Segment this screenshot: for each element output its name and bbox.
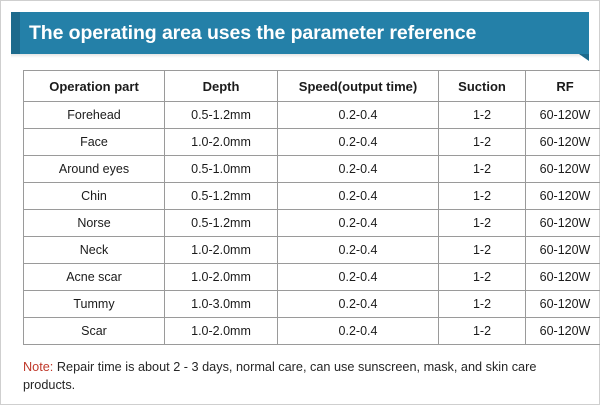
cell-speed: 0.2-0.4 (278, 183, 439, 210)
table-row (24, 129, 600, 156)
cell-rf: 60-120W (526, 237, 600, 264)
cell-operation-part: Forehead (24, 102, 165, 129)
table-row (24, 291, 600, 318)
page-title: The operating area uses the parameter reference (29, 21, 477, 44)
cell-rf: 60-120W (526, 129, 600, 156)
cell-operation-part: Around eyes (24, 156, 165, 183)
table-row (24, 156, 600, 183)
table-row (24, 264, 600, 291)
column-header-depth: Depth (165, 71, 278, 102)
cell-depth: 1.0-2.0mm (165, 264, 278, 291)
cell-depth: 1.0-2.0mm (165, 237, 278, 264)
cell-suction: 1-2 (439, 102, 526, 129)
cell-speed: 0.2-0.4 (278, 156, 439, 183)
cell-suction: 1-2 (439, 264, 526, 291)
cell-speed: 0.2-0.4 (278, 210, 439, 237)
column-header-speed: Speed(output time) (278, 71, 439, 102)
cell-suction: 1-2 (439, 183, 526, 210)
column-header-suction: Suction (439, 71, 526, 102)
table-row (24, 210, 600, 237)
cell-operation-part: Scar (24, 318, 165, 345)
cell-suction: 1-2 (439, 318, 526, 345)
cell-depth: 1.0-2.0mm (165, 318, 278, 345)
table-row (24, 237, 600, 264)
cell-depth: 0.5-1.0mm (165, 156, 278, 183)
cell-rf: 60-120W (526, 156, 600, 183)
header-banner (11, 12, 589, 54)
cell-rf: 60-120W (526, 291, 600, 318)
cell-speed: 0.2-0.4 (278, 237, 439, 264)
column-header-operation-part: Operation part (24, 71, 165, 102)
cell-operation-part: Face (24, 129, 165, 156)
cell-speed: 0.2-0.4 (278, 291, 439, 318)
parameter-table (23, 70, 600, 345)
cell-depth: 0.5-1.2mm (165, 183, 278, 210)
cell-suction: 1-2 (439, 156, 526, 183)
cell-rf: 60-120W (526, 183, 600, 210)
parameter-table-container (23, 70, 591, 345)
cell-suction: 1-2 (439, 237, 526, 264)
cell-depth: 0.5-1.2mm (165, 102, 278, 129)
cell-rf: 60-120W (526, 102, 600, 129)
cell-speed: 0.2-0.4 (278, 129, 439, 156)
cell-speed: 0.2-0.4 (278, 318, 439, 345)
table-body (24, 102, 600, 345)
column-header-rf: RF (526, 71, 600, 102)
cell-suction: 1-2 (439, 291, 526, 318)
cell-depth: 0.5-1.2mm (165, 210, 278, 237)
table-header (24, 71, 600, 102)
cell-depth: 1.0-3.0mm (165, 291, 278, 318)
table-row (24, 102, 600, 129)
table-row (24, 318, 600, 345)
cell-suction: 1-2 (439, 129, 526, 156)
cell-operation-part: Norse (24, 210, 165, 237)
banner-shadow (11, 54, 581, 58)
note-label: Note: (23, 360, 54, 374)
cell-speed: 0.2-0.4 (278, 264, 439, 291)
cell-depth: 1.0-2.0mm (165, 129, 278, 156)
cell-operation-part: Acne scar (24, 264, 165, 291)
cell-operation-part: Neck (24, 237, 165, 264)
note-text: Repair time is about 2 - 3 days, normal care, can use sunscreen, mask, and skin care products. (23, 360, 537, 392)
cell-operation-part: Chin (24, 183, 165, 210)
note-section (23, 358, 579, 394)
cell-operation-part: Tummy (24, 291, 165, 318)
cell-speed: 0.2-0.4 (278, 102, 439, 129)
table-header-row (24, 71, 600, 102)
cell-rf: 60-120W (526, 264, 600, 291)
cell-suction: 1-2 (439, 210, 526, 237)
cell-rf: 60-120W (526, 210, 600, 237)
cell-rf: 60-120W (526, 318, 600, 345)
table-row (24, 183, 600, 210)
